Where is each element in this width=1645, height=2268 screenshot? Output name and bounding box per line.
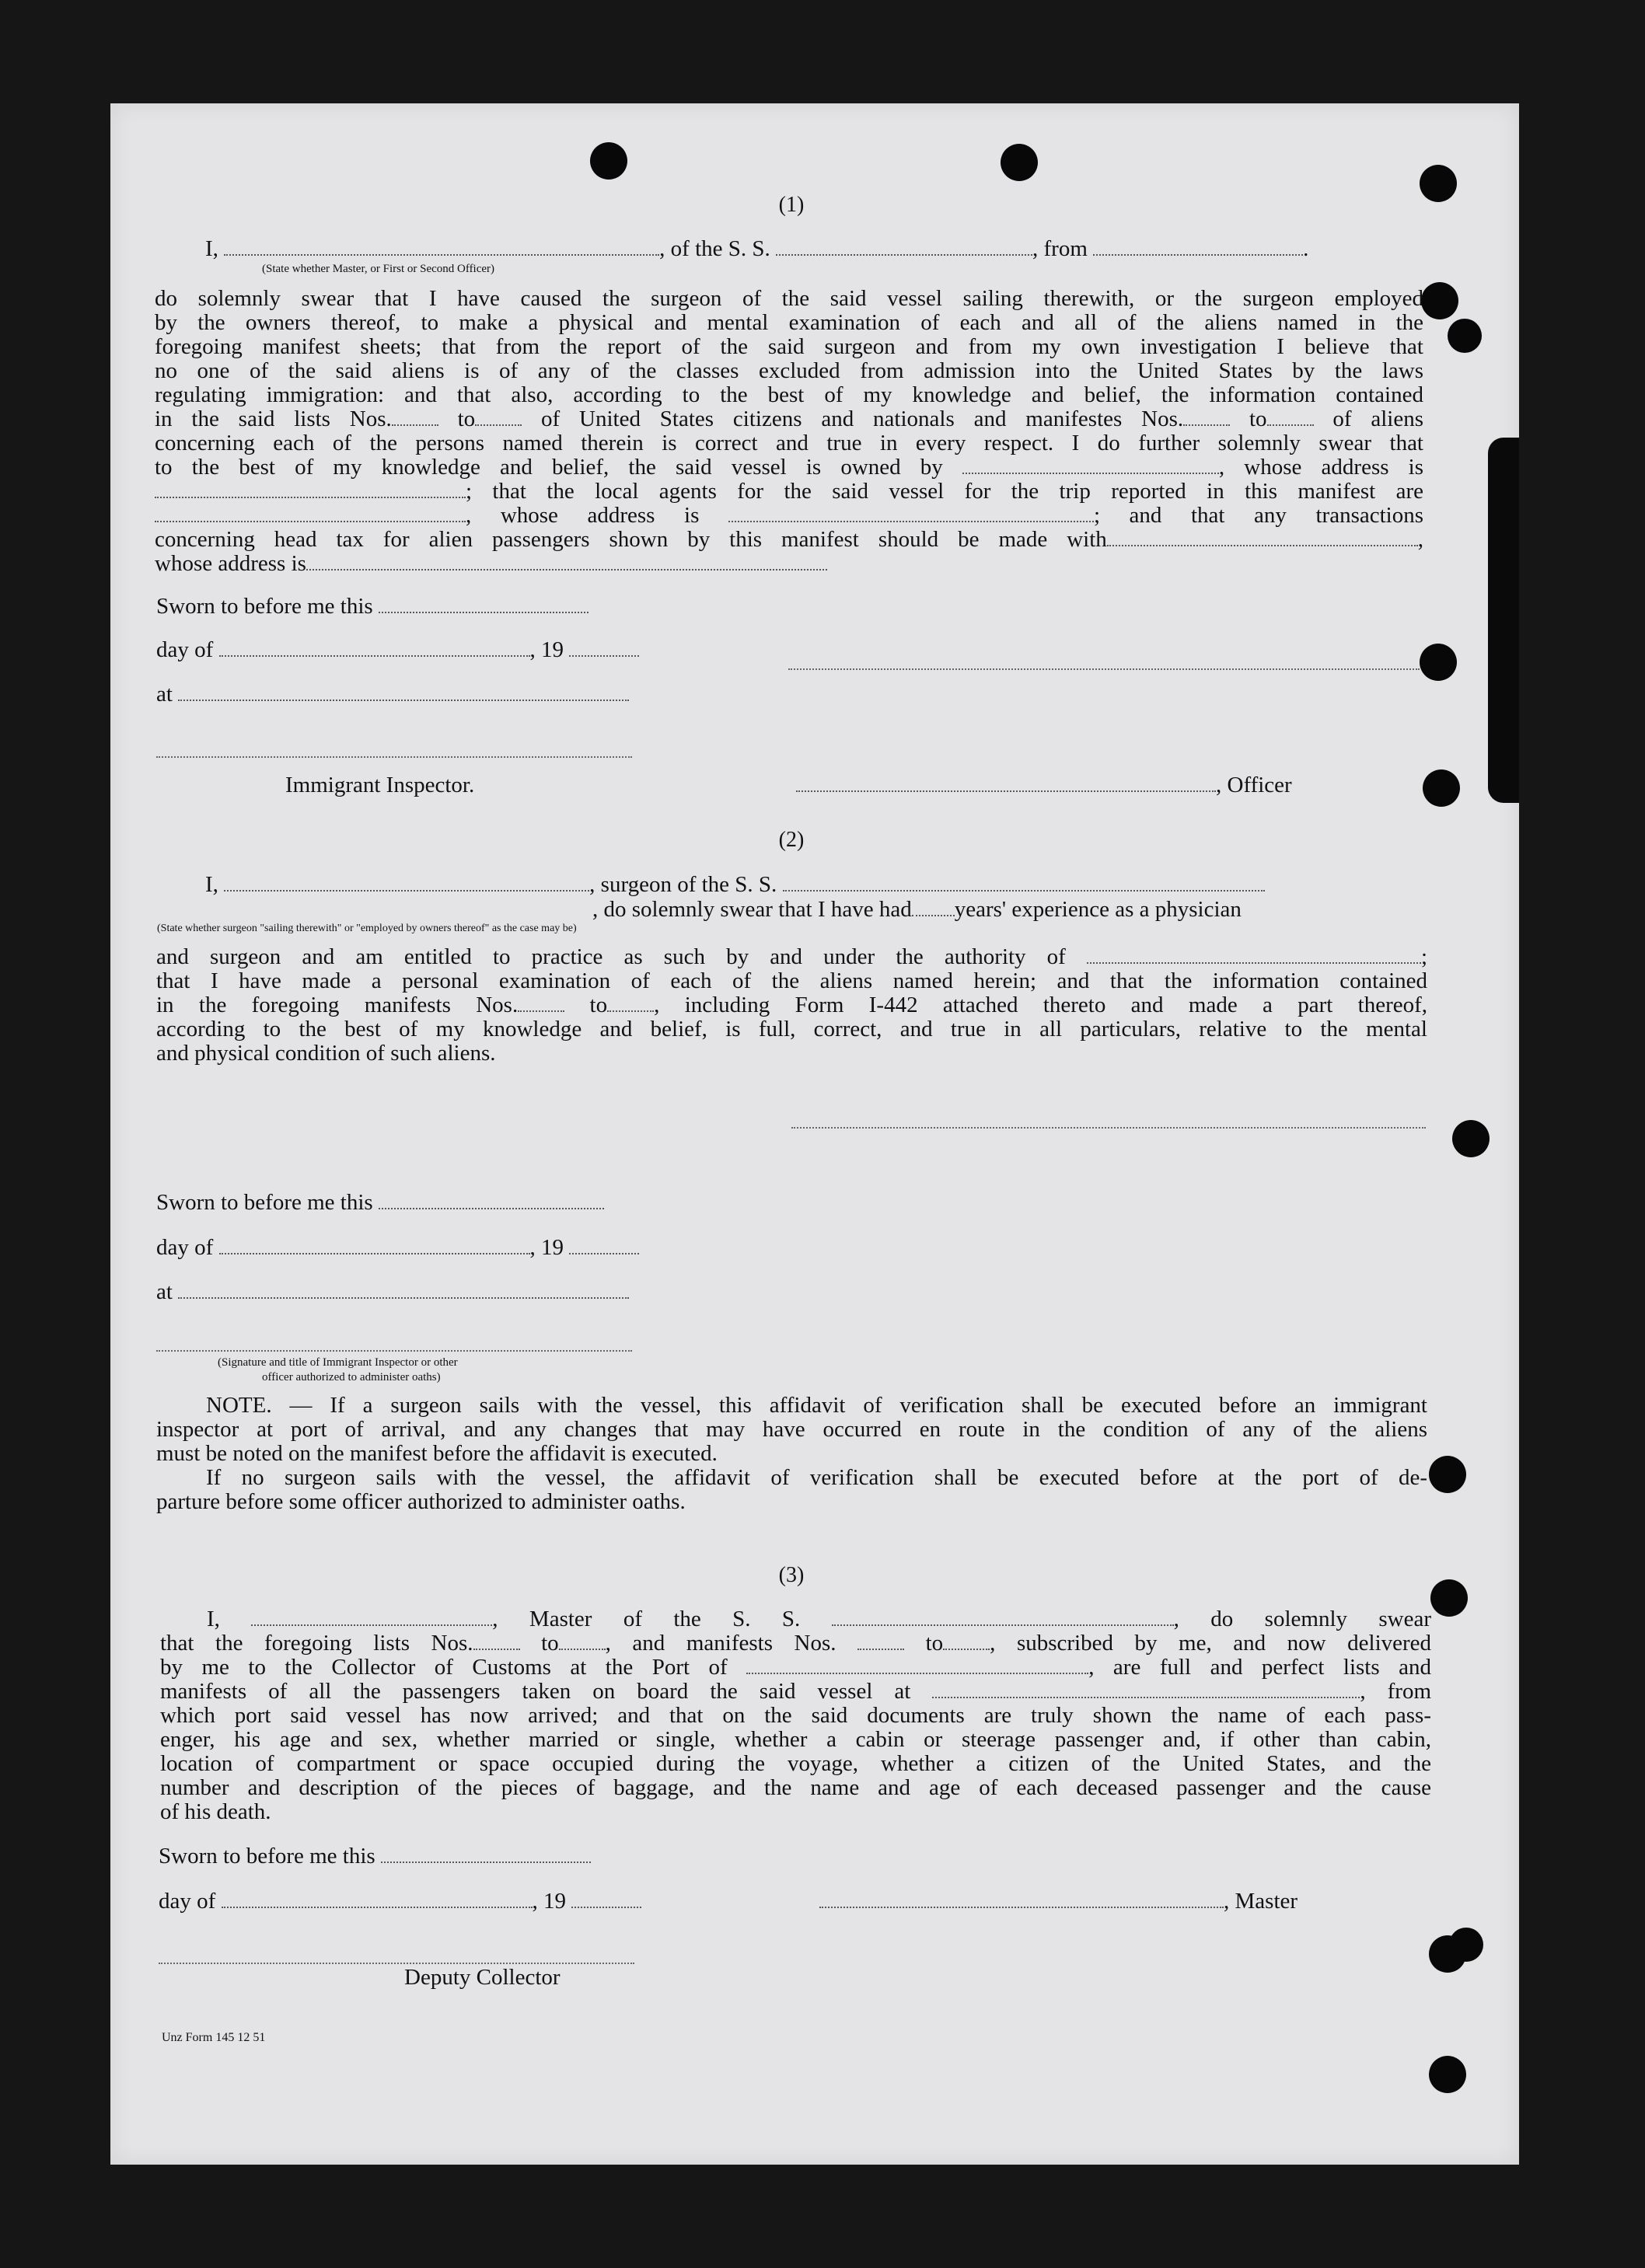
label: . [1303, 236, 1309, 261]
body-line [160, 1656, 1431, 1680]
body-line: which port said vessel has now arrived; and that on the said documents are truly shown the name of each pass- [160, 1703, 1431, 1728]
inspector-signature-line[interactable] [156, 756, 632, 758]
text: , 19 [529, 1235, 564, 1260]
text: day of [159, 1889, 216, 1914]
text: to [1249, 406, 1267, 431]
deputy-label: Deputy Collector [404, 1965, 561, 1990]
authority-field[interactable] [1087, 945, 1421, 964]
text: years' experience as a physician [954, 897, 1242, 922]
sworn-line [159, 1844, 591, 1868]
section-1-number: (1) [778, 193, 805, 217]
lists-from-field[interactable] [473, 1631, 520, 1650]
master-line [819, 1889, 1297, 1914]
text: to [457, 406, 476, 431]
body-line [155, 504, 1423, 528]
text: ; [1420, 944, 1428, 969]
affidavit-form [110, 103, 1519, 2165]
section-3-body [160, 1607, 1431, 1824]
note-line: inspector at port of arrival, and any changes that may have occurred en route in the condition of any of the aliens [156, 1417, 1427, 1442]
owner-field[interactable] [962, 455, 1219, 474]
body-line: that I have made a personal examination of each of the aliens named herein; and that the information contained [156, 968, 1427, 993]
agents-field[interactable] [155, 504, 466, 522]
body-line: enger, his age and sex, whether married or single, whether a cabin or steerage passenger and, if other than cabin, [160, 1727, 1431, 1752]
text: day of [156, 637, 214, 662]
section-2-number: (2) [778, 828, 805, 852]
signature-note: officer authorized to administer oaths) [262, 1371, 441, 1383]
section-2-first-line [205, 873, 1265, 897]
text: , subscribed by me, and now delivered [990, 1631, 1432, 1656]
body-line: and physical condition of such aliens. [156, 1041, 496, 1066]
manifest-from-field[interactable] [518, 993, 564, 1012]
at-line [156, 682, 629, 707]
text: , do solemnly swear [1173, 1607, 1431, 1631]
text: at [156, 1279, 173, 1304]
section-1-body [155, 287, 1423, 576]
text: to [589, 993, 608, 1017]
deputy-signature-line[interactable] [159, 1963, 634, 1964]
document-page [110, 103, 1519, 2165]
day-line [159, 1889, 641, 1914]
body-line [160, 1607, 1431, 1631]
head-tax-field[interactable] [1107, 528, 1418, 546]
text: , from [1360, 1679, 1432, 1704]
at-line [156, 1280, 629, 1304]
note-line: parture before some officer authorized to administer oaths. [156, 1489, 686, 1514]
body-line [156, 993, 1427, 1017]
body-line: concerning each of the persons named therein is correct and true in every respect. I do further solemnly swear that [155, 431, 1423, 455]
text: of aliens [1332, 406, 1424, 431]
sworn-line [156, 595, 588, 619]
sworn-line [156, 1191, 604, 1215]
sworn-field[interactable] [381, 1844, 591, 1863]
section-2-second-line [592, 898, 1242, 922]
from-field[interactable] [1093, 237, 1303, 256]
officer-line [796, 773, 1292, 797]
text: manifests of all the passengers taken on board the said vessel at [160, 1679, 911, 1704]
text: and surgeon and am entitled to practice as such by and under the authority of [156, 944, 1066, 969]
text: of United States citizens and nationals and manifestes Nos. [541, 406, 1184, 431]
list-no-to-field[interactable] [475, 407, 522, 426]
text: , whose address is [1218, 455, 1424, 480]
inspector-signature-line[interactable] [156, 1350, 632, 1352]
body-line: location of compartment or space occupied during the voyage, whether a citizen of the United States, and the [160, 1751, 1431, 1776]
text: that the foregoing lists Nos. [160, 1631, 473, 1656]
text: Sworn to before me this [159, 1844, 375, 1868]
body-line [155, 407, 1423, 431]
surgeon-name-field[interactable] [224, 873, 589, 891]
vessel-field[interactable] [776, 237, 1032, 256]
text: in the foregoing manifests Nos. [156, 993, 519, 1017]
master-name-field[interactable] [251, 1607, 492, 1626]
port-field[interactable] [746, 1656, 1088, 1674]
body-line [160, 1631, 1431, 1656]
text: whose address is [155, 551, 306, 576]
day-field[interactable] [219, 1236, 530, 1254]
year-field[interactable] [569, 638, 639, 657]
text: to [925, 1631, 944, 1656]
day-line [156, 638, 639, 662]
year-field[interactable] [571, 1889, 641, 1908]
manifests-from-field[interactable] [857, 1631, 904, 1650]
body-line [155, 552, 1423, 576]
list-no-from-field[interactable] [392, 407, 438, 426]
body-line [156, 945, 1427, 969]
text: , are full and perfect lists and [1088, 1655, 1431, 1680]
text: , Officer [1216, 773, 1292, 797]
text: at [156, 682, 173, 707]
day-line [156, 1236, 639, 1260]
sworn-field[interactable] [379, 595, 588, 613]
text: , Master of the S. S. [492, 1607, 801, 1631]
body-line: foregoing manifest sheets; that from the report of the said surgeon and from my own investigation I believe that [155, 334, 1423, 359]
text: ; and that any transactions [1093, 503, 1423, 528]
body-line [155, 455, 1423, 480]
text: I, [207, 1607, 220, 1631]
text: by me to the Collector of Customs at the Port of [160, 1655, 728, 1680]
text: Sworn to before me this [156, 1190, 373, 1215]
text: , including Form I-442 attached thereto and made a part thereof, [654, 993, 1428, 1017]
body-line: no one of the said aliens is of any of the classes excluded from admission into the United States by the laws [155, 358, 1423, 383]
text: to [541, 1631, 559, 1656]
embark-port-field[interactable] [932, 1680, 1360, 1698]
manifest-to-field[interactable] [607, 993, 654, 1012]
text: , 19 [529, 637, 564, 662]
at-field[interactable] [178, 682, 629, 701]
text: , 19 [532, 1889, 567, 1914]
signature-note: (Signature and title of Immigrant Inspector or other [218, 1356, 458, 1369]
day-field[interactable] [222, 1889, 533, 1908]
sworn-field[interactable] [379, 1191, 604, 1209]
note-line: NOTE. — If a surgeon sails with the vessel, this affidavit of verification shall be executed before an immigrant [206, 1393, 1427, 1418]
text: in the said lists Nos. [155, 406, 392, 431]
owner-address-field[interactable] [155, 480, 466, 498]
text: I, [205, 872, 218, 897]
form-id: Unz Form 145 12 51 [162, 2031, 266, 2044]
label: , from [1032, 236, 1088, 261]
body-line [155, 480, 1423, 504]
manifests-to-field[interactable] [943, 1631, 990, 1650]
section-1-first-line [205, 237, 1308, 261]
body-line: of his death. [160, 1799, 271, 1824]
day-field[interactable] [219, 638, 530, 657]
name-field[interactable] [224, 237, 659, 256]
officer-note: (State whether Master, or First or Second Officer) [262, 263, 495, 275]
year-field[interactable] [569, 1236, 639, 1254]
text: Sworn to before me this [156, 594, 373, 619]
body-line [160, 1680, 1431, 1704]
inspector-label: Immigrant Inspector. [285, 773, 475, 797]
officer-signature-line[interactable] [788, 668, 1420, 670]
officer-title-field[interactable] [796, 773, 1216, 792]
master-vessel-field[interactable] [832, 1607, 1174, 1626]
years-field[interactable] [912, 898, 955, 916]
surgeon-note: (State whether surgeon "sailing therewith" or "employed by owners thereof" as the case may be) [157, 923, 577, 934]
manifest-no-from-field[interactable] [1183, 407, 1230, 426]
text: ; that the local agents for the said vessel for the trip reported in this manifest are [466, 479, 1423, 504]
body-line: regulating immigration: and that also, according to the best of my knowledge and belief, the information contained [155, 382, 1423, 407]
body-line: by the owners thereof, to make a physical and mental examination of each and all of the aliens named in the [155, 310, 1423, 335]
note-paragraph [156, 1394, 1427, 1514]
text: day of [156, 1235, 214, 1260]
note-line: must be noted on the manifest before the affidavit is executed. [156, 1441, 718, 1466]
text: , do solemnly swear that I have had [592, 897, 912, 922]
lists-to-field[interactable] [559, 1631, 606, 1650]
note-line: If no surgeon sails with the vessel, the affidavit of verification shall be executed before at the port of de- [206, 1465, 1427, 1490]
at-field[interactable] [178, 1280, 629, 1299]
text: to the best of my knowledge and belief, the said vessel is owned by [155, 455, 943, 480]
master-signature-field[interactable] [819, 1889, 1224, 1908]
section-2-body [156, 945, 1427, 1066]
label: I, [205, 236, 218, 261]
body-line: number and description of the pieces of baggage, and the name and age of each deceased passenger and the cause [160, 1775, 1431, 1800]
text: , [1417, 527, 1423, 552]
head-tax-address-field[interactable] [306, 552, 827, 570]
surgeon-vessel-field[interactable] [783, 873, 1265, 891]
label: , of the S. S. [659, 236, 770, 261]
text: , surgeon of the S. S. [589, 872, 777, 897]
agents-address-field[interactable] [728, 504, 1094, 522]
surgeon-signature-line[interactable] [791, 1127, 1426, 1129]
section-3-number: (3) [778, 1563, 805, 1587]
body-line: according to the best of my knowledge and belief, is full, correct, and true in all particulars, relative to the mental [156, 1017, 1427, 1042]
text: , and manifests Nos. [605, 1631, 836, 1656]
manifest-no-to-field[interactable] [1267, 407, 1314, 426]
body-line [155, 528, 1423, 552]
text: , Master [1224, 1889, 1298, 1914]
text: , whose address is [466, 503, 700, 528]
text: concerning head tax for alien passengers shown by this manifest should be made with [155, 527, 1107, 552]
body-line: do solemnly swear that I have caused the surgeon of the said vessel sailing therewith, or the surgeon employed [155, 286, 1423, 311]
